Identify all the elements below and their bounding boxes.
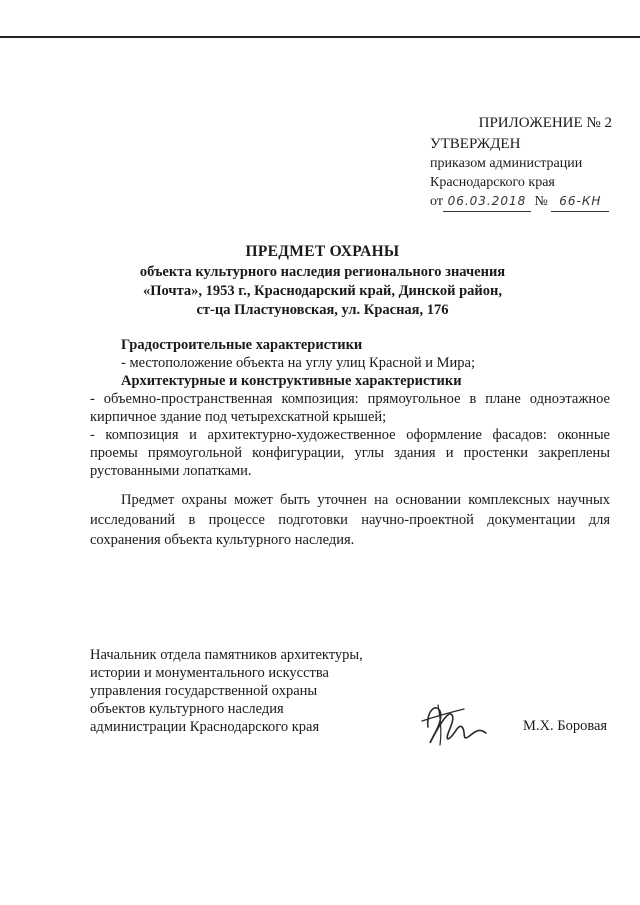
appendix-number: ПРИЛОЖЕНИЕ № 2: [478, 115, 612, 131]
clarification-paragraph: Предмет охраны может быть уточнен на основании комплексных научных исследований в процессе подготовки научно-проектной документации для сохранения объекта культурного наследия.: [90, 492, 610, 548]
title-line-1: объекта культурного наследия регионального значения: [139, 264, 506, 280]
characteristics-section: [90, 336, 610, 480]
urban-heading: Градостроительные характеристики: [121, 337, 363, 353]
approved-label: УТВЕРЖДЕН: [430, 136, 521, 152]
position-line-3: управления государственной охраны: [90, 683, 318, 699]
number-sign: №: [534, 194, 548, 209]
position-line-4: объектов культурного наследия: [90, 701, 284, 717]
order-line-1: приказом администрации: [430, 156, 583, 171]
position-line-1: Начальник отдела памятников архитектуры,: [90, 647, 363, 663]
architecture-heading: Архитектурные и конструктивные характеристики: [121, 373, 462, 389]
urban-item: - местоположение объекта на углу улиц Красной и Мира;: [121, 355, 475, 371]
handwritten-date: 06.03.2018: [443, 192, 531, 212]
position-line-2: истории и монументального искусства: [90, 665, 329, 681]
signer-name: М.Х. Боровая: [523, 718, 608, 734]
title-line-2: «Почта», 1953 г., Краснодарский край, Динской район,: [143, 283, 502, 299]
architecture-item-2: - композиция и архитектурно-художественное оформление фасадов: оконные проемы прямоугольной конфигурации, углы здания и простенки закреплены рустованными лопатками.: [90, 427, 610, 479]
top-rule: [0, 36, 640, 38]
signatory-position: [90, 646, 390, 736]
title-main: ПРЕДМЕТ ОХРАНЫ: [245, 243, 400, 260]
position-line-5: администрации Краснодарского края: [90, 719, 320, 735]
order-line-2: Краснодарского края: [430, 175, 555, 190]
architecture-item-1: - объемно-пространственная композиция: прямоугольное в плане одноэтажное кирпичное здание под четырехскатной крышей;: [90, 391, 610, 425]
order-date-line: [430, 192, 630, 212]
document-title: [90, 242, 555, 320]
from-prefix: от: [430, 194, 443, 209]
approval-block: [430, 114, 630, 212]
handwritten-number: 66-КН: [551, 192, 609, 212]
title-line-3: ст-ца Пластуновская, ул. Красная, 176: [196, 302, 449, 318]
handwritten-signature: [418, 697, 490, 749]
